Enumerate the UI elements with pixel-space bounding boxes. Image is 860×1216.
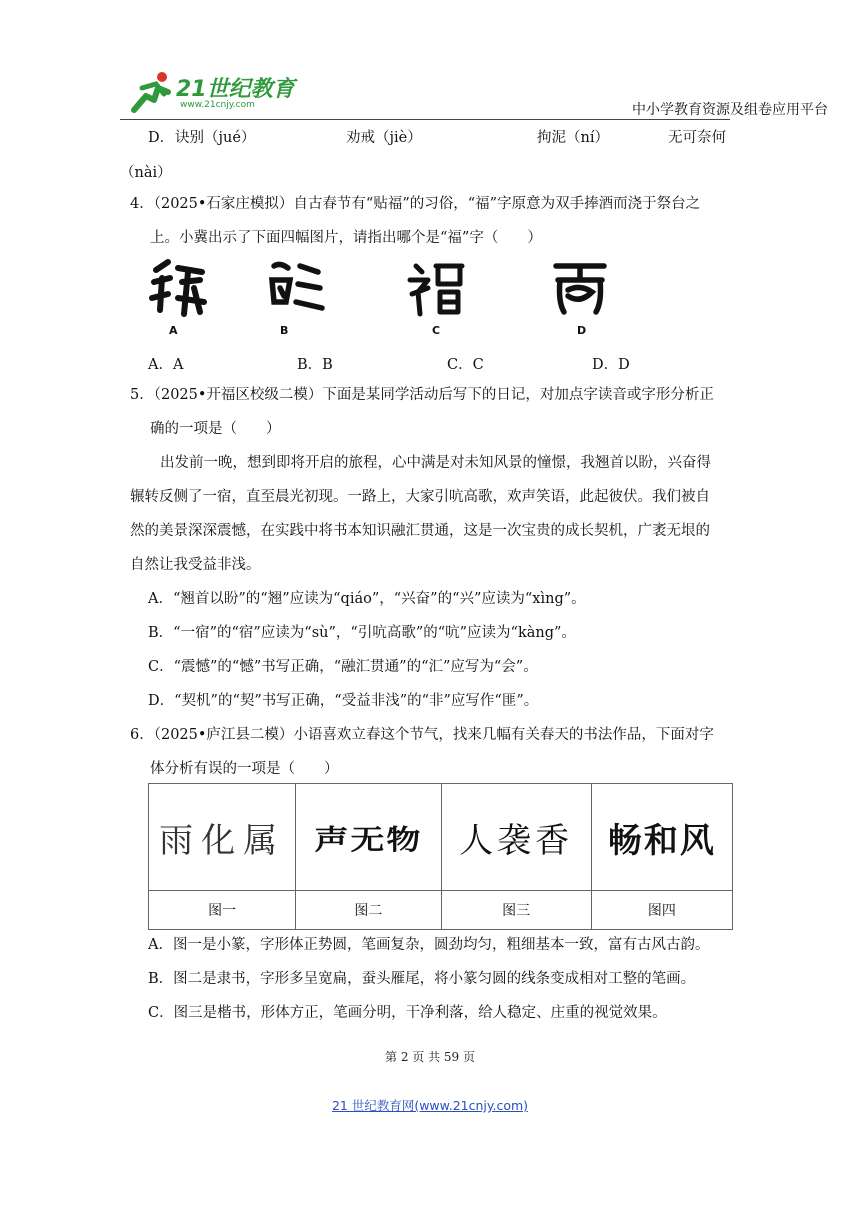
q6-option-a: A．图一是小篆，字形体正势圆，笔画复杂，圆劲均匀，粗细基本一致，富有古风古韵。: [148, 937, 710, 953]
q6-stem-line-1: 6．（2025•庐江县二模）小语喜欢立春这个节气，找来几幅有关春天的书法作品，下面对字: [130, 727, 714, 743]
q4-stem-line-1: 4．（2025•石家庄模拟）自古春节有“贴福”的习俗，“福”字原意为双手捧酒而浇于祭台之: [130, 196, 701, 212]
caption-figure-4: 图四: [591, 891, 732, 930]
q6-option-c: C．图三是楷书，形体方正，笔画分明，干净利落，给人稳定、庄重的视觉效果。: [148, 1005, 667, 1021]
q3-option-d-item-2: 劝戒（jiè）: [346, 130, 422, 146]
q5-diary-line-4: 自然让我受益非浅。: [130, 557, 261, 573]
fu-glyph-b-icon: [266, 258, 326, 318]
q4-option-c: C．C: [447, 357, 484, 373]
q5-option-a: A．“翘首以盼”的“翘”应读为“qiáo”，“兴奋”的“兴”应读为“xìng”。: [148, 591, 586, 607]
pic-label-c: C: [432, 324, 441, 337]
calligraphy-panel-2: [296, 784, 441, 891]
page-number: 第 2 页 共 59 页: [385, 1050, 475, 1064]
logo: [128, 70, 308, 116]
calligraphy-table: [148, 783, 733, 930]
q5-option-c: C．“震憾”的“憾”书写正确，“融汇贯通”的“汇”应写为“会”。: [148, 659, 538, 675]
q6-option-b: B．图二是隶书，字形多呈宽扁，蚕头雁尾，将小篆匀圆的线条变成相对工整的笔画。: [148, 971, 696, 987]
q5-stem-line-1: 5．（2025•开福区校级二模）下面是某同学活动后写下的日记，对加点字读音或字形分析正: [130, 387, 714, 403]
pic-label-b: B: [280, 324, 289, 337]
regular-script-text: 人袭香: [459, 820, 574, 861]
running-script-text: 畅和风: [607, 820, 716, 861]
q3-option-d-item-1: 诀别（jué）: [175, 130, 256, 146]
logo-url: www.21cnjy.com: [180, 100, 255, 110]
calligraphy-panel-4: [591, 784, 732, 891]
fu-glyph-a-icon: [148, 258, 208, 318]
q3-option-d-item-3: 拘泥（ní）: [537, 130, 609, 146]
q4-option-b: B．B: [297, 357, 333, 373]
fu-glyph-c-icon: [406, 258, 466, 318]
q4-stem-line-2: 上。小冀出示了下面四幅图片，请指出哪个是“福”字（ ）: [150, 230, 542, 246]
q5-diary-line-3: 然的美景深深震憾，在实践中将书本知识融汇贯通，这是一次宝贵的成长契机，广袤无垠的: [130, 523, 710, 539]
clerical-script-text: 声无物: [314, 823, 423, 856]
q6-stem-line-2: 体分析有误的一项是（ ）: [150, 761, 339, 777]
caption-figure-2: 图二: [296, 891, 441, 930]
pic-label-d: D: [577, 324, 587, 337]
seal-script-text: 雨化属: [159, 820, 286, 861]
q3-option-d-tail: （nài）: [120, 165, 172, 181]
q5-diary-line-2: 辗转反侧了一宿，直至晨光初现。一路上，大家引吭高歌，欢声笑语，此起彼伏。我们被自: [130, 489, 710, 505]
q5-option-d: D．“契机”的“契”书写正确，“受益非浅”的“非”应写作“匪”。: [148, 693, 539, 709]
site-link[interactable]: 21 世纪教育网(www.21cnjy.com): [331, 1098, 529, 1113]
platform-name: 中小学教育资源及组卷应用平台: [632, 102, 828, 118]
q5-stem-line-2: 确的一项是（ ）: [150, 421, 281, 437]
calligraphy-panel-3: [441, 784, 591, 891]
fu-glyph-d-icon: [550, 258, 610, 318]
q5-option-b: B．“一宿”的“宿”应读为“sù”，“引吭高歌”的“吭”应读为“kàng”。: [148, 625, 576, 641]
q3-option-d-item-4: 无可奈何: [668, 130, 726, 146]
q4-option-d: D．D: [592, 357, 630, 373]
q5-diary-line-1: 出发前一晚，想到即将开启的旅程，心中满是对未知风景的憧憬，我翘首以盼，兴奋得: [160, 455, 711, 471]
caption-figure-1: 图一: [149, 891, 296, 930]
q3-option-d-label: D．: [148, 130, 175, 146]
calligraphy-panel-1: [149, 784, 296, 891]
fu-character-images: [148, 258, 618, 342]
caption-figure-3: 图三: [441, 891, 591, 930]
logo-text: 21世纪教育: [176, 77, 295, 102]
header-divider: [120, 119, 730, 120]
q4-option-a: A．A: [148, 357, 184, 373]
runner-logo-icon: [128, 70, 178, 114]
pic-label-a: A: [169, 324, 178, 337]
